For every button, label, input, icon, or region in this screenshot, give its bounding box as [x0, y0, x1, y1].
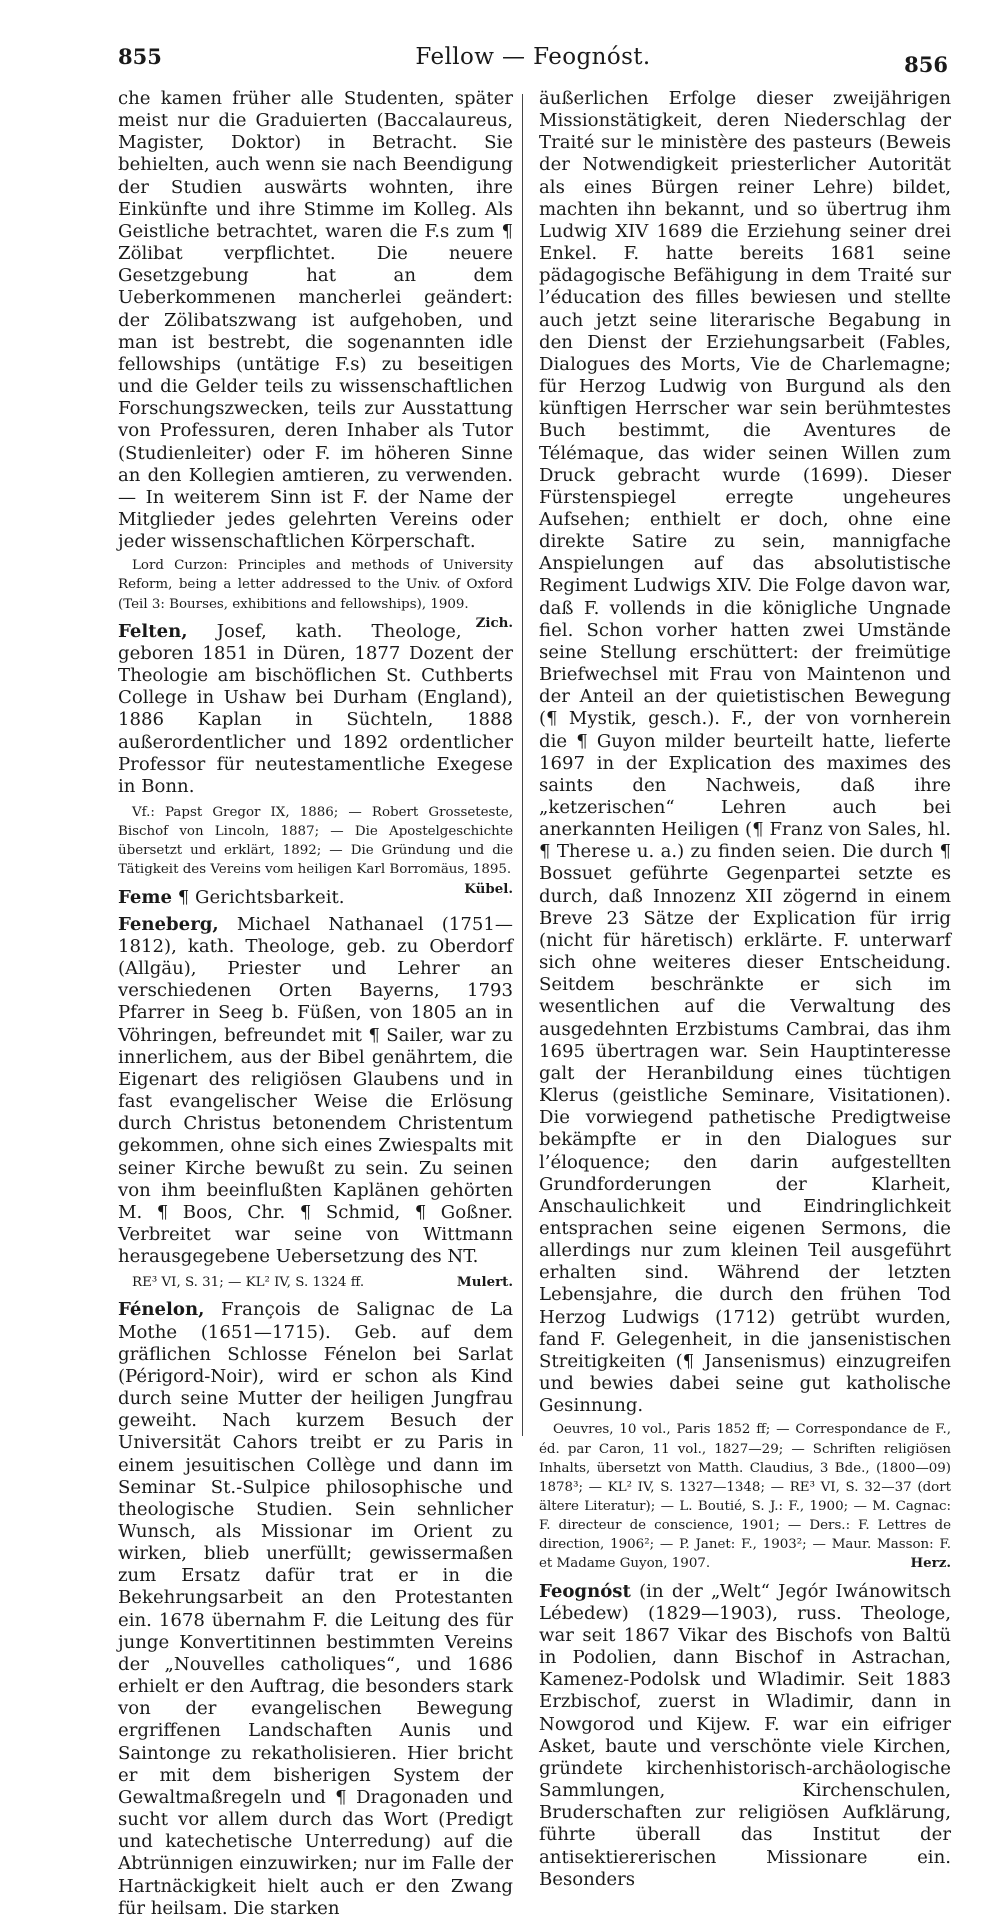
entry-feneberg [118, 914, 513, 1269]
entry-fenelon [118, 1299, 513, 1919]
running-head: Fellow — Feognóst. [415, 44, 651, 70]
author-signature: Herz. [910, 1555, 951, 1572]
left-column [118, 88, 513, 1925]
bibliography-text: Vf.: Papst Gregor IX, 1886; — Robert Grosseteste, Bischof von Lincoln, 1887; — Die Apostelgeschichte übersetzt und erklärt, 1892; — Die Gründung und die Tätigkeit des Vereins vom heiligen Karl Borromäus, 1895. [118, 805, 513, 878]
references-text: RE³ VI, S. 31; — KL² IV, S. 1324 ff. [132, 1275, 365, 1291]
page-number-right: 856 [904, 52, 948, 77]
entry-text: Michael Nathanael (1751—1812), kath. Theologe, geb. zu Oberdorf (Allgäu), Priester und Lehrer an verschiedenen Orten Bayerns, 1793 Pfarrer in Seeg b. Füßen, von 1805 an in Vöhringen, befreundet mit ¶ Sailer, war zu innerlichem, aus der Bibel genährtem, die Eigenart des religiösen Glaubens und in fast evangelischer Weise die Erlösung durch Christus betonendem Christentum gekommen, ohne sich eines Zwiespalts mit seiner Kirche bewußt zu sein. Zu seinen von ihm beeinflußten Kaplänen gehörten M. ¶ Boos, Chr. ¶ Schmid, ¶ Goßner. Verbreitet war seine von Wittmann herausgegebene Uebersetzung des NT. [118, 913, 513, 1268]
fellow-continuation: che kamen früher alle Studenten, später meist nur die Graduierten (Baccalaureus, Magister, Doktor) in Betracht. Sie behielten, auch wenn sie nach Beendigung der Studien auswärts wohnten, ihre Einkünfte und ihre Stimme im Kolleg. Als Geistliche betrachtet, waren die F.s zum ¶ Zölibat verpflichtet. Die neuere Gesetzgebung hat an dem Ueberkommenen mancherlei geändert: der Zölibatszwang ist aufgehoben, und man ist bestrebt, die sogenannten idle fellowships (untätige F.s) zu beseitigen und die Gelder teils zu wissenschaftlichen Forschungszwecken, teils zur Ausstattung von Professuren, deren Inhaber als Tutor (Studienleiter) oder F. im höheren Sinne an den Kollegien amtieren, zu verwenden. — In weiterem Sinn ist F. der Name der Mitglieder jedes gelehrten Vereins oder jeder wissenschaftlichen Körperschaft. [118, 88, 513, 553]
author-signature: Kübel. [464, 880, 513, 897]
entry-headword: Feneberg, [118, 913, 219, 935]
author-signature: Mulert. [456, 1274, 513, 1291]
fenelon-continuation: äußerlichen Erfolge dieser zweijährigen Missionstätigkeit, deren Niederschlag der Traité sur le ministère des pasteurs (Beweis der Notwendigkeit priesterlicher Autorität als eines Bürgen reiner Lehre) bildet, machten ihn bekannt, und so übertrug ihm Ludwig XIV 1689 die Erziehung seiner drei Enkel. F. hatte bereits 1681 seine pädagogische Befähigung in dem Traité sur l’éducation des filles bewiesen und stellte auch jetzt seine literarische Begabung in den Dienst der Erziehungsarbeit (Fables, Dialogues des Morts, Vie de Charlemagne; für Herzog Ludwig von Burgund als den künftigen Herrscher war sein berühmtestes Buch bestimmt, die Aventures de Télémaque, das wider seinen Willen zum Druck gebracht wurde (1699). Dieser Fürstenspiegel erregte ungeheures Aufsehen; enthielt er doch, ohne eine direkte Satire zu sein, mannigfache Anspielungen auf das absolutistische Regiment Ludwigs XIV. Die Folge davon war, daß F. vollends in die königliche Ungnade fiel. Schon vorher hatten zwei Umstände seine Stellung erschüttert: der freimütige Briefwechsel mit Frau von Maintenon und der Anteil an der quietistischen Bewegung (¶ Mystik, gesch.). F., der von vornherein die ¶ Guyon milder beurteilt hatte, lieferte 1697 in der Explication des maximes des saints den Nachweis, daß ihre „ketzerischen“ Lehren auch bei anerkannten Heiligen (¶ Franz von Sales, hl. ¶ Therese u. a.) zu finden seien. Die durch ¶ Bossuet geführte Gegenpartei setzte es durch, daß Innozenz XII zögernd in einem Breve 23 Sätze der Explication für irrig (nicht für häretisch) erklärte. F. unterwarf sich ohne weiteres dieser Entscheidung. Seitdem beschränkte er sich im wesentlichen auf die Verwaltung des ausgedehnten Erzbistums Cambrai, das ihm 1695 übertragen war. Sein Hauptinteresse galt der Heranbildung eines tüchtigen Klerus (geistliche Seminare, Visitationen). Die vorwiegend pathetische Predigtweise bekämpfte er in den Dialogues sur l’éloquence; den darin aufgestellten Grundforderungen der Klarheit, Anschaulichkeit und Eindringlichkeit entsprachen seine eigenen Sermons, die allerdings nur zum kleinen Teil ausgeführt erhalten sind. Während der letzten Lebensjahre, die durch den frühen Tod Herzog Ludwigs (1712) getrübt wurden, fand F. Gelegenheit, in die jansenistischen Streitigkeiten (¶ Jansenismus) einzugreifen und bewies dabei seine gut katholische Gesinnung. [539, 88, 951, 1417]
author-signature: Zich. [475, 614, 513, 631]
page-header [118, 40, 948, 80]
entry-headword: Felten, [118, 620, 188, 642]
column-divider [522, 94, 523, 1436]
entry-headword: Fénelon, [118, 1299, 205, 1321]
bibliography-text: Lord Curzon: Principles and methods of University Reform, being a letter addressed to the Univ. of Oxford (Teil 3: Bourses, exhibitions and fellowships), 1909. [118, 558, 513, 612]
entry-text: ¶ Gerichtsbarkeit. [177, 886, 345, 908]
entry-headword: Feognóst [539, 1580, 631, 1602]
bibliography-text: Oeuvres, 10 vol., Paris 1852 ff; — Correspondance de F., éd. par Caron, 11 vol., 1827—29; — Schriften religiösen Inhalts, übersetzt von Matth. Claudius, 3 Bde., (1800—09) 1878³; — KL² IV, S. 1327—1348; — RE³ VI, S. 32—37 (dort ältere Literatur); — L. Boutié, S. J.: F., 1900; — M. Cagnac: F. directeur de conscience, 1901; — Ders.: F. Lettres de direction, 1906²; — P. Janet: F., 1903²; — Maur. Masson: F. et Madame Guyon, 1907. [539, 1422, 951, 1572]
entry-text: Josef, kath. Theologe, geboren 1851 in Düren, 1877 Dozent der Theologie am bischöflichen St. Cuthberts College in Ushaw bei Durham (England), 1886 Kaplan in Süchteln, 1888 außerordentlicher und 1892 ordentlicher Professor für neutestamentliche Exegese in Bonn. [118, 620, 513, 797]
right-column [539, 88, 951, 1896]
entry-text: (in der „Welt“ Jegór Iwánowitsch Lébedew) (1829—1903), russ. Theologe, war seit 1867 Vikar des Bischofs von Baltü in Podolien, dann Bischof in Astrachan, Kamenez-Podolsk und Wladimir. Seit 1883 Erzbischof, zuerst in Wladimir, dann in Nowgorod und Kijew. F. war ein eifriger Asket, baute und verschönte viele Kirchen, gründete kirchenhistorisch-archäologische Sammlungen, Kirchenschulen, Bruderschaften zur religiösen Aufklärung, führte überall das Institut der antisektiererischen Missionare ein. Besonders [539, 1580, 951, 1890]
entry-headword: Feme [118, 886, 173, 908]
entry-text: François de Salignac de La Mothe (1651—1715). Geb. auf dem gräflichen Schlosse Fénelon bei Sarlat (Périgord-Noir), wird er schon als Kind durch seine Mutter der heiligen Jungfrau geweiht. Nach kurzem Besuch der Universität Cahors treibt er zu Paris in einem jesuitischen Collège und dann im Seminar St.-Sulpice philosophische und theologische Studien. Sein sehnlicher Wunsch, als Missionar im Orient zu wirken, blieb unerfüllt; gewissermaßen zum Ersatz dafür trat er in die Bekehrungsarbeit an den Protestanten ein. 1678 übernahm F. die Leitung des für junge Konvertitinnen bestimmten Vereins der „Nouvelles catholiques“, und 1686 erhielt er den Auftrag, die besonders stark von der evangelischen Bewegung ergriffenen Landschaften Aunis und Saintonge zu rekatholisieren. Hier bricht er mit dem bisherigen System der Gewaltmaßregeln und ¶ Dragonaden und sucht vor allem durch das Wort (Predigt und katechetische Unterredung) auf die Abtrünnigen einzuwirken; nur im Falle der Hartnäckigkeit hielt auch er den Zwang für heilsam. Die starken [118, 1299, 513, 1919]
entry-felten [118, 621, 513, 798]
page-number-left: 855 [118, 44, 162, 69]
feneberg-references [118, 1273, 513, 1292]
entry-feognost [539, 1581, 951, 1891]
fenelon-bibliography [539, 1420, 951, 1573]
